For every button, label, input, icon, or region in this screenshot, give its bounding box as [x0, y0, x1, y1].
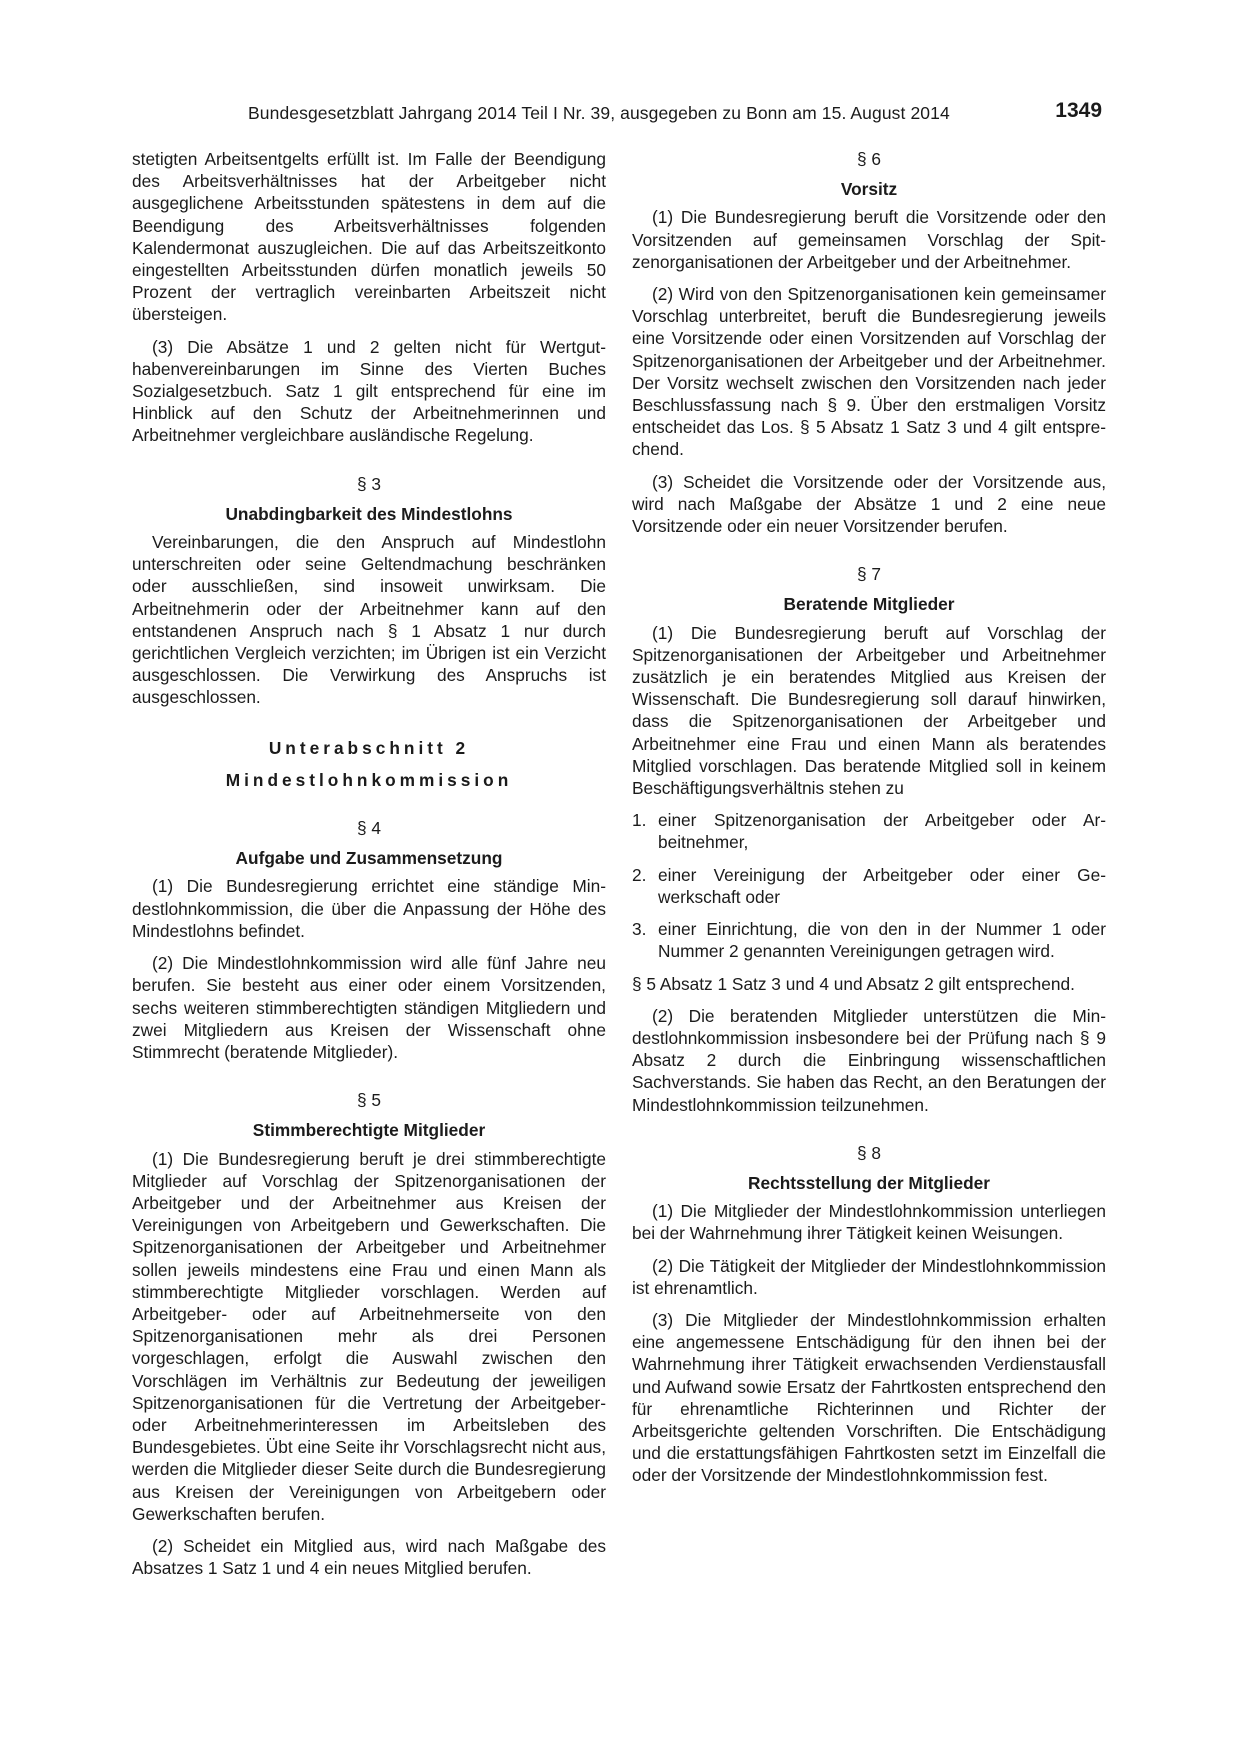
section-number: § 5 — [356, 1090, 382, 1111]
paragraph: Vereinbarungen, die den Anspruch auf Mindestlohn unterschreiten oder seine Geltendmachung beschränken oder ausschließen, sind insoweit unwirksam. Die Arbeitnehmerin oder der Arbeitnehmer kann auf den entstandenen Anspruch nach § 1 Absatz 1 nur durch gerichtlichen Vergleich verzichten; im Übrigen ist ein Verzicht ausgeschlossen. Die Verwirkung des Anspruchs ist ausgeschlossen. — [132, 532, 606, 708]
list-item-text: einer Einrichtung, die von den in der Nummer 1 oder Nummer 2 genannten Vereinigungen getragen wird. — [658, 919, 1106, 962]
left-column — [132, 148, 606, 1589]
section-title: Beratende Mitglieder — [783, 594, 955, 615]
paragraph: § 5 Absatz 1 Satz 3 und 4 und Absatz 2 gilt entsprechend. — [632, 973, 1075, 994]
paragraph: (1) Die Bundesregierung beruft je drei stimmberechtigte Mitglieder auf Vorschlag der Spitzenorganisationen der Arbeitgeber und der Arbeitnehmer aus Kreisen der Vereinigungen von Arbeitgebern und Gewerkschaften. Die Spitzenorganisationen der Arbeitgeber und Arbeitnehmer sollen jeweils mindestens eine Frau und einen Mann als stimmberechtigte Mitglieder vorschlagen. Werden auf Arbeitgeber- oder auf Arbeitnehmerseite von den Spitzenorganisationen mehr als drei Personen vorgeschlagen, erfolgt die Auswahl zwischen den Vorschlägen im Verhältnis zur Bedeutung der jeweiligen Spitzenorganisationen für die Vertretung der Arbeitgeber- oder Arbeitnehmerinteressen im Arbeitsleben des Bundesgebietes. Übt eine Seite ihr Vorschlagsrecht nicht aus, werden die Mitglieder dieser Seite durch die Bundesregierung aus Kreisen der Vereinigungen von Arbeitgebern oder Gewerkschaften berufen. — [132, 1148, 606, 1524]
section-title: Aufgabe und Zusammensetzung — [235, 848, 503, 869]
subsection-title: Mindestlohnkommission — [225, 769, 513, 790]
section-number: § 6 — [856, 149, 882, 169]
section-title: Vorsitz — [840, 179, 898, 200]
list-item-text: einer Spitzenorganisation der Arbeitgeber oder Arbeitnehmer, — [658, 810, 1106, 853]
list-item — [632, 918, 1106, 962]
right-column — [632, 148, 1106, 1497]
list-item — [632, 864, 1106, 908]
section-title: Stimmberechtigte Mitglieder — [252, 1120, 486, 1141]
paragraph: (3) Die Absätze 1 und 2 gelten nicht für Wertguthabenvereinbarungen im Sinne des Vierten Buches Sozialgesetzbuch. Satz 1 gilt entsprechend für eine im Hinblick auf den Schutz der Arbeitnehmerinnen und Arbeitnehmer vergleichbare ausländische Regelung. — [132, 336, 606, 446]
list-item — [632, 809, 1106, 853]
paragraph: (2) Die beratenden Mitglieder unterstützen die Mindestlohnkommission insbesondere bei der Prüfung nach § 9 Absatz 2 durch die Einbringung wissenschaftlichen Sachverstands. Sie haben das Recht, an den Beratungen der Mindestlohnkommission teilzunehmen. — [632, 1005, 1106, 1115]
section-title: Unabdingbarkeit des Mindestlohns — [225, 503, 513, 524]
paragraph: stetigten Arbeitsentgelts erfüllt ist. Im Falle der Beendigung des Arbeitsverhältnisses hat der Arbeitgeber nicht ausgeglichene Arbeitsstunden spätestens in dem auf die Beendigung des Arbeitsverhältnisses folgenden Kalendermonat auszugleichen. Die auf das Arbeitszeitkonto eingestellten Arbeitsstunden dürfen monatlich jeweils 50 Prozent der vertraglich vereinbarten Arbeitszeit nicht übersteigen. — [132, 149, 606, 325]
paragraph: (2) Die Tätigkeit der Mitglieder der Mindestlohnkommission ist ehrenamtlich. — [632, 1255, 1106, 1298]
page-number: 1349 — [1055, 99, 1102, 122]
list-item-number: 3. — [632, 919, 647, 940]
section-number: § 8 — [856, 1142, 882, 1163]
paragraph: (2) Die Mindestlohnkommission wird alle fünf Jahre neu berufen. Sie besteht aus einer oder einem Vorsitzenden, sechs weiteren stimmberechtigten ständigen Mitgliedern und zwei Mitgliedern aus Kreisen der Wissenschaft ohne Stimmrecht (beratende Mitglieder). — [132, 953, 606, 1062]
section-number: § 7 — [856, 564, 882, 585]
paragraph: (1) Die Bundesregierung errichtet eine ständige Mindestlohnkommission, die über die Anpassung der Höhe des Mindestlohns befindet. — [132, 876, 606, 941]
paragraph: (1) Die Bundesregierung beruft die Vorsitzende oder den Vorsitzenden auf gemeinsamen Vorschlag der Spitzenorganisationen der Arbeitgeber und der Arbeitnehmer. — [632, 207, 1106, 272]
list-item-number: 2. — [632, 864, 647, 885]
paragraph: (3) Scheidet die Vorsitzende oder der Vorsitzende aus, wird nach Maßgabe der Absätze 1 und 2 eine neue Vorsitzende oder ein neuer Vorsitzender berufen. — [632, 471, 1106, 537]
paragraph: (2) Wird von den Spitzenorganisationen kein gemeinsamer Vorschlag unterbreitet, beruft die Bundesregierung jeweils eine Vorsitzende oder einen Vorsitzenden auf Vorschlag der Spitzenorganisationen der Arbeitgeber und der Arbeitnehmer. Der Vorsitz wechselt zwischen den Vorsitzenden nach jeder Beschlussfassung nach § 9. Über den erstmaligen Vorsitz entscheidet das Los. § 5 Absatz 1 Satz 3 und 4 gilt entsprechend. — [632, 284, 1106, 460]
paragraph: (1) Die Bundesregierung beruft auf Vorschlag der Spitzenorganisationen der Arbeitgeber und Arbeitnehmer zusätzlich je ein beratendes Mitglied aus Kreisen der Wissenschaft. Die Bundesregierung soll darauf hinwirken, dass die Spitzenorganisationen der Arbeitgeber und Arbeitnehmer eine Frau und einen Mann als beratendes Mitglied vorschlagen. Das beratende Mitglied soll in keinem Beschäftigungsverhältnis stehen zu — [632, 622, 1106, 799]
section-title: Rechtsstellung der Mitglieder — [748, 1172, 990, 1193]
paragraph: (1) Die Mitglieder der Mindestlohnkommission unterliegen bei der Wahrnehmung ihrer Tätigkeit keinen Weisungen. — [632, 1201, 1106, 1244]
list-item-text: einer Vereinigung der Arbeitgeber oder einer Gewerkschaft oder — [658, 864, 1106, 907]
section-number: § 3 — [356, 473, 382, 494]
paragraph: (3) Die Mitglieder der Mindestlohnkommission erhalten eine angemessene Entschädigung für den ihnen bei der Wahrnehmung ihrer Tätigkeit erwachsenden Verdienstausfall und Aufwand sowie Ersatz der Fahrtkosten entsprechend den für ehrenamtliche Richterinnen und Richter der Arbeitsgerichte geltenden Vorschriften. Die Entschädigung und die erstattungsfähigen Fahrtkosten setzt im Einzelfall die oder der Vorsitzende der Mindestlohnkommission fest. — [632, 1309, 1106, 1486]
list-item-number: 1. — [632, 810, 647, 831]
paragraph: (2) Scheidet ein Mitglied aus, wird nach Maßgabe des Absatzes 1 Satz 1 und 4 ein neues Mitglied berufen. — [132, 1535, 606, 1579]
subsection-label: Unterabschnitt 2 — [268, 737, 470, 758]
page-header — [248, 99, 1102, 129]
header-title: Bundesgesetzblatt Jahrgang 2014 Teil I Nr. 39, ausgegeben zu Bonn am 15. August 2014 — [248, 103, 950, 123]
section-number: § 4 — [356, 818, 382, 839]
numbered-list — [632, 809, 1106, 962]
